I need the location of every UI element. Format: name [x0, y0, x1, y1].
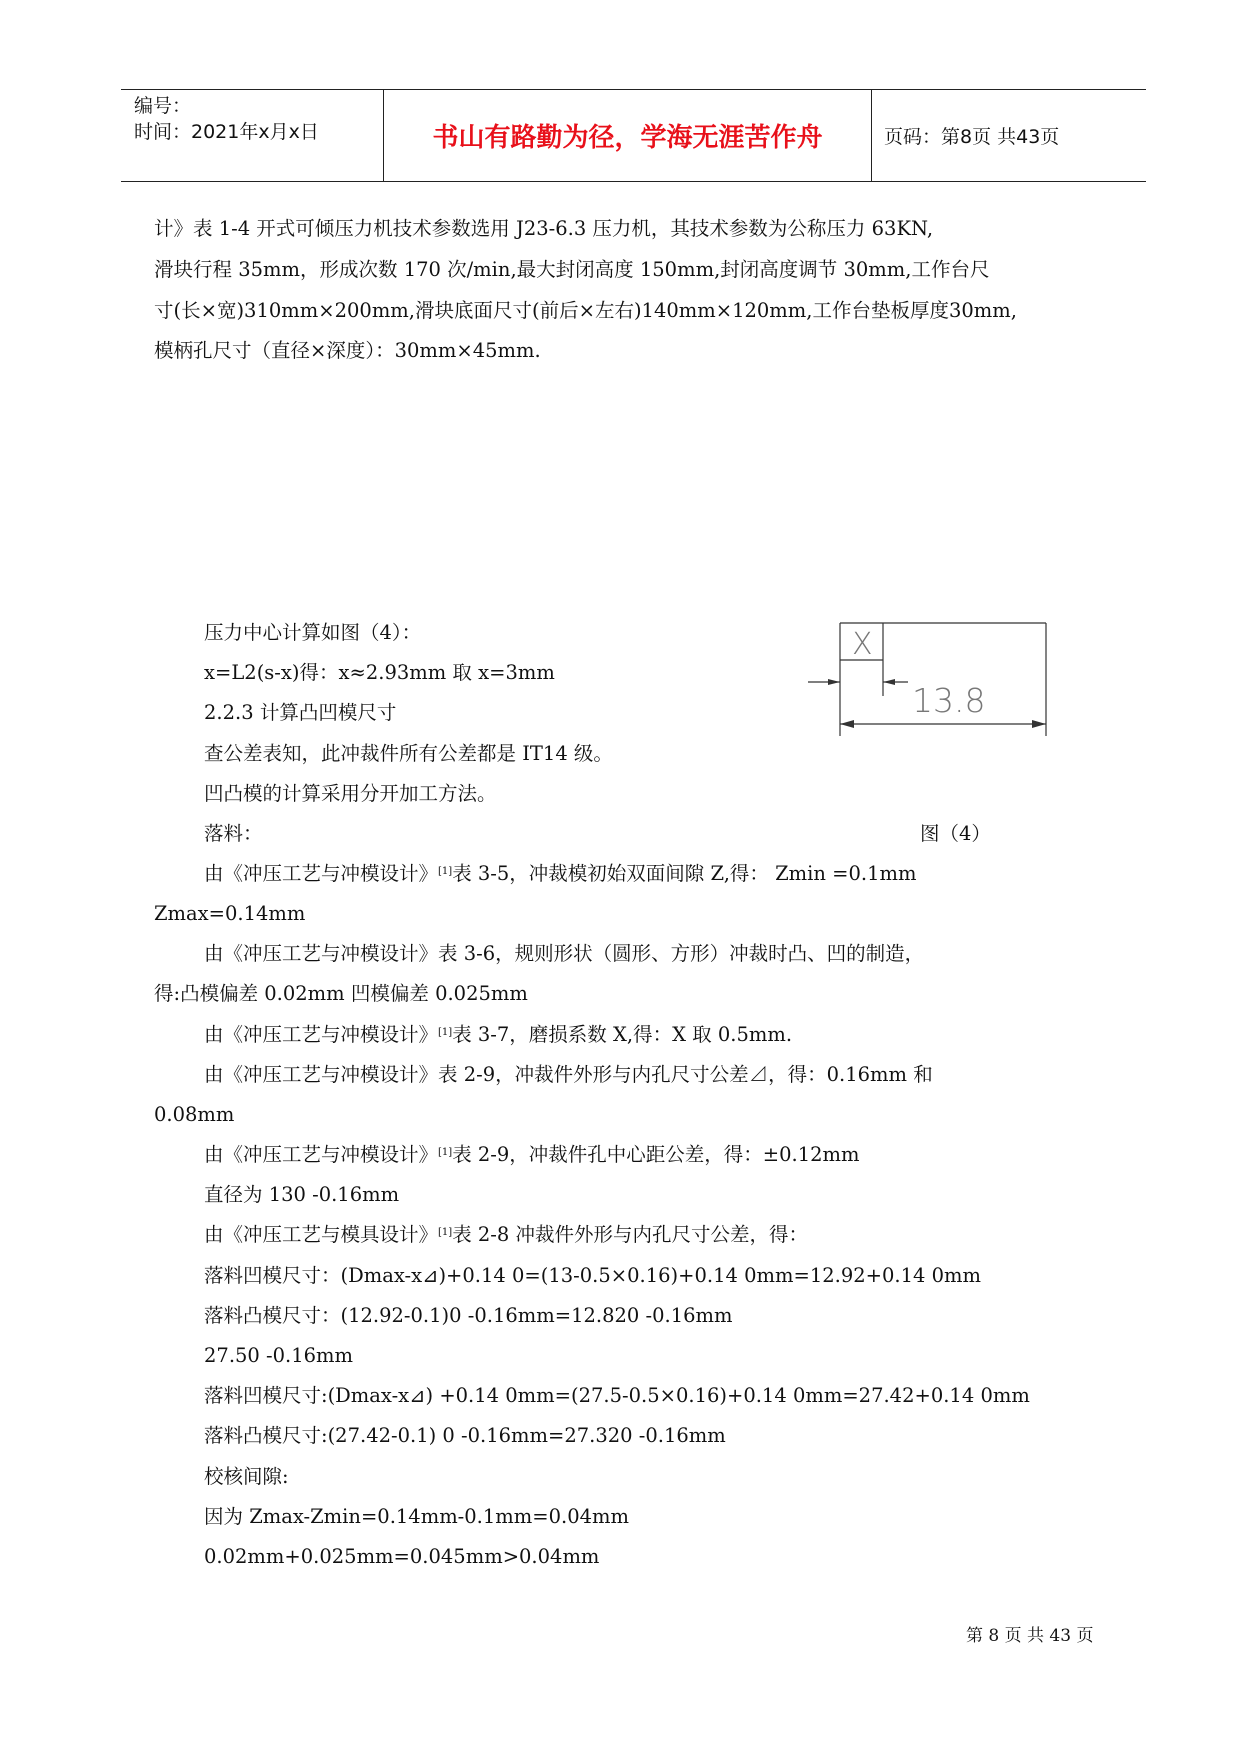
- reference-text: 由《冲压工艺与冲模设计》: [204, 1143, 439, 1166]
- reference-text: 表 3-7，磨损系数 X,得：X 取 0.5mm.: [452, 1023, 793, 1046]
- citation-marker: [1]: [438, 1147, 453, 1158]
- text-line: 压力中心计算如图（4）：: [204, 621, 422, 644]
- reference-text: 由《冲压工艺与冲模设计》: [204, 1023, 439, 1046]
- document-time: 时间：2021年x月x日: [134, 121, 319, 143]
- reference-line: Zmax=0.14mm: [154, 902, 306, 925]
- text-line: 凹凸模的计算采用分开加工方法。: [204, 782, 497, 805]
- figure-dimension-label: 13.8: [912, 681, 986, 720]
- header-motto: 书山有路勤为径，学海无涯苦作舟: [432, 123, 823, 153]
- header-page-number: 页码：第8页 共43页: [884, 126, 1060, 148]
- paragraph-line: 滑块行程 35mm，形成次数 170 次/min,最大封闭高度 150mm,封闭高度调节 30mm,工作台尺: [154, 258, 990, 281]
- figure-caption: 图（4）: [920, 822, 991, 845]
- calculation-line: 0.02mm+0.025mm=0.045mm>0.04mm: [204, 1545, 600, 1568]
- paragraph-line: 模柄孔尺寸（直径×深度）：30mm×45mm.: [154, 339, 541, 362]
- page-footer: 第 8 页 共 43 页: [966, 1626, 1094, 1646]
- reference-line: 0.08mm: [154, 1103, 235, 1126]
- section-heading: 2.2.3 计算凸凹模尺寸: [204, 701, 397, 724]
- reference-line: [204, 1021, 792, 1049]
- reference-text: 由《冲压工艺与模具设计》: [204, 1223, 439, 1246]
- text-line: 查公差表知，此冲裁件所有公差都是 IT14 级。: [204, 742, 613, 765]
- citation-marker: [1]: [438, 866, 453, 877]
- page-header: [121, 89, 1146, 182]
- citation-marker: [1]: [438, 1027, 453, 1038]
- paragraph-line: 计》表 1-4 开式可倾压力机技术参数选用 J23-6.3 压力机，其技术参数为公称压力 63KN,: [154, 217, 934, 240]
- text-line: x=L2(s-x)得：x≈2.93mm 取 x=3mm: [204, 661, 555, 684]
- calculation-line: 落料凹模尺寸:(Dmax-x⊿) +0.14 0mm=(27.5-0.5×0.16)+0.14 0mm=27.42+0.14 0mm: [204, 1384, 1030, 1407]
- calculation-line: 27.50 -0.16mm: [204, 1344, 354, 1367]
- calculation-line: 落料凸模尺寸:(27.42-0.1) 0 -0.16mm=27.320 -0.16mm: [204, 1424, 726, 1447]
- reference-line: 由《冲压工艺与冲模设计》表 2-9，冲裁件外形与内孔尺寸公差⊿，得：0.16mm 和: [204, 1063, 933, 1086]
- header-meta: [121, 90, 383, 181]
- document-number: 编号：: [134, 95, 192, 117]
- reference-text: 表 2-9，冲裁件孔中心距公差，得：±0.12mm: [452, 1143, 860, 1166]
- calculation-line: 校核间隙:: [204, 1465, 289, 1488]
- reference-line: [204, 1221, 808, 1249]
- calculation-line: 落料凹模尺寸：(Dmax-x⊿)+0.14 0=(13-0.5×0.16)+0.14 0mm=12.92+0.14 0mm: [204, 1264, 981, 1287]
- paragraph-line: 寸(长×宽)310mm×200mm,滑块底面尺寸(前后×左右)140mm×120mm,工作台垫板厚度30mm,: [154, 299, 1017, 322]
- text-line: 落料：: [204, 822, 263, 845]
- reference-text: 由《冲压工艺与冲模设计》: [204, 862, 439, 885]
- reference-line: 得:凸模偏差 0.02mm 凹模偏差 0.025mm: [154, 982, 528, 1005]
- citation-marker: [1]: [438, 1227, 453, 1238]
- text-line: 直径为 130 -0.16mm: [204, 1183, 400, 1206]
- reference-line: [204, 860, 916, 888]
- reference-text: 表 3-5，冲裁模初始双面间隙 Z,得： Zmin =0.1mm: [452, 862, 917, 885]
- calculation-line: 落料凸模尺寸：(12.92-0.1)0 -0.16mm=12.820 -0.16mm: [204, 1304, 733, 1327]
- reference-line: 由《冲压工艺与冲模设计》表 3-6，规则形状（圆形、方形）冲裁时凸、凹的制造，: [204, 942, 925, 965]
- reference-text: 表 2-8 冲裁件外形与内孔尺寸公差，得：: [452, 1223, 808, 1246]
- pressure-center-figure: [808, 620, 1058, 740]
- calculation-line: 因为 Zmax-Zmin=0.14mm-0.1mm=0.04mm: [204, 1505, 630, 1528]
- reference-line: [204, 1141, 860, 1169]
- figure-label-x: X: [852, 627, 873, 662]
